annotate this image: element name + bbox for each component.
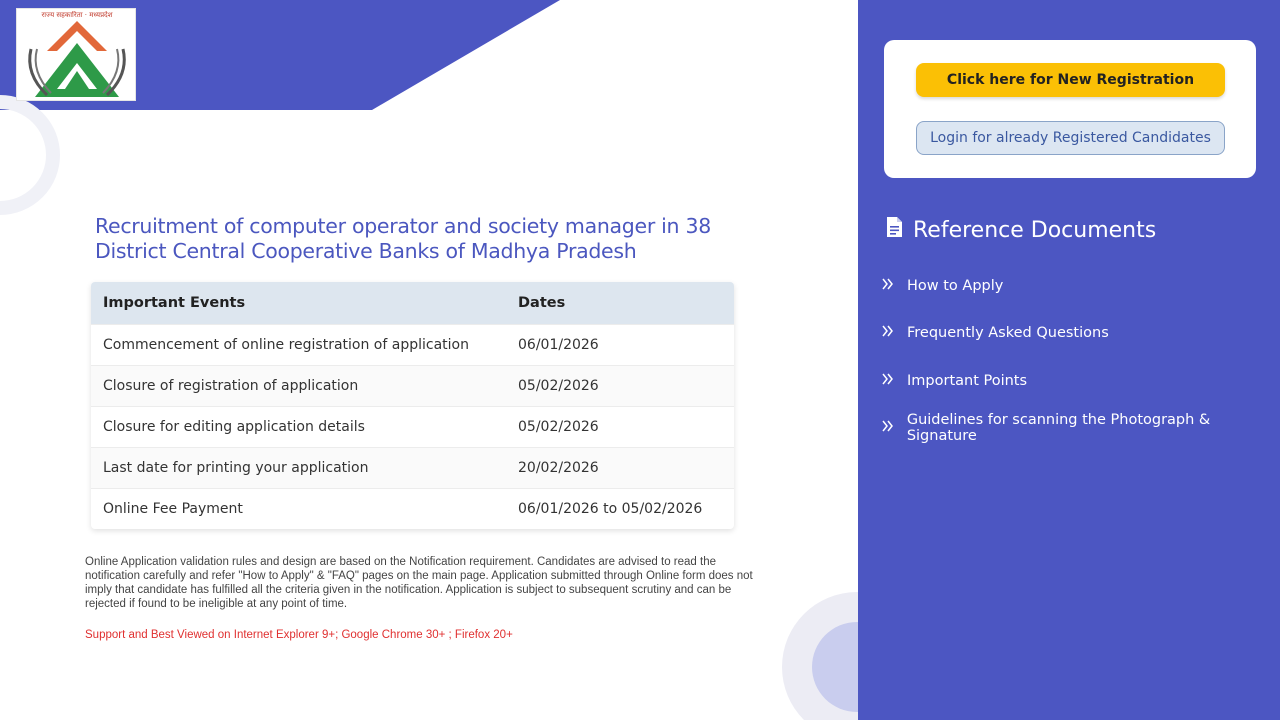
date-cell: 05/02/2026 [506, 365, 734, 406]
ref-item-label: How to Apply [907, 277, 1004, 294]
date-cell: 05/02/2026 [506, 406, 734, 447]
double-chevron-right-icon [882, 373, 896, 389]
double-chevron-right-icon [882, 278, 896, 294]
event-cell: Online Fee Payment [91, 488, 506, 529]
double-chevron-right-icon [882, 325, 896, 341]
ref-item-faq[interactable] [882, 310, 1280, 358]
double-chevron-right-icon [882, 420, 896, 436]
new-registration-button[interactable]: Click here for New Registration [916, 63, 1225, 97]
ref-item-label: Frequently Asked Questions [907, 325, 1109, 342]
reference-documents-label: Reference Documents [913, 217, 1157, 243]
table-row [91, 365, 734, 406]
logo-text: राज्य सहकारिता · मध्यप्रदेश [41, 11, 113, 19]
main-content [85, 214, 765, 641]
ref-item-how-to-apply[interactable] [882, 262, 1280, 310]
table-row [91, 324, 734, 365]
event-cell: Last date for printing your application [91, 447, 506, 488]
logo [16, 8, 136, 101]
table-row [91, 447, 734, 488]
ref-item-important-points[interactable] [882, 357, 1280, 405]
event-cell: Commencement of online registration of application [91, 324, 506, 365]
cooperative-emblem-icon [17, 9, 136, 101]
important-events-table [91, 282, 734, 529]
table-header-row [91, 282, 734, 324]
browser-support-note: Support and Best Viewed on Internet Explorer 9+; Google Chrome 30+ ; Firefox 20+ [85, 629, 513, 641]
registration-card [884, 40, 1256, 178]
decorative-circle-left [0, 95, 60, 215]
column-header-dates: Dates [506, 282, 734, 324]
login-button[interactable]: Login for already Registered Candidates [916, 121, 1225, 155]
event-cell: Closure of registration of application [91, 365, 506, 406]
date-cell: 20/02/2026 [506, 447, 734, 488]
date-cell: 06/01/2026 [506, 324, 734, 365]
validation-note: Online Application validation rules and design are based on the Notification requirement. Candidates are advised to read the notification carefully and refer "How to Apply" & "FAQ" pages on the main page. Application submitted through Online form does not imply that candidate has fulfilled all the criteria given in the notification. Application is subject to subsequent scrutiny and can be rejected if found to be ineligible at any point of time. [85, 556, 753, 610]
ref-item-scanning-guidelines[interactable] [882, 405, 1280, 453]
page-title: Recruitment of computer operator and society manager in 38 District Central Cooperative Banks of Madhya Pradesh [95, 214, 711, 263]
reference-documents-heading [886, 216, 1156, 244]
right-panel [858, 0, 1280, 720]
column-header-events: Important Events [91, 282, 506, 324]
table-row [91, 488, 734, 529]
event-cell: Closure for editing application details [91, 406, 506, 447]
table-row [91, 406, 734, 447]
reference-documents-list [882, 262, 1280, 452]
ref-item-label: Important Points [907, 372, 1028, 389]
ref-item-label: Guidelines for scanning the Photograph & Signature [906, 412, 1211, 445]
date-cell: 06/01/2026 to 05/02/2026 [506, 488, 734, 529]
document-icon [886, 216, 903, 244]
